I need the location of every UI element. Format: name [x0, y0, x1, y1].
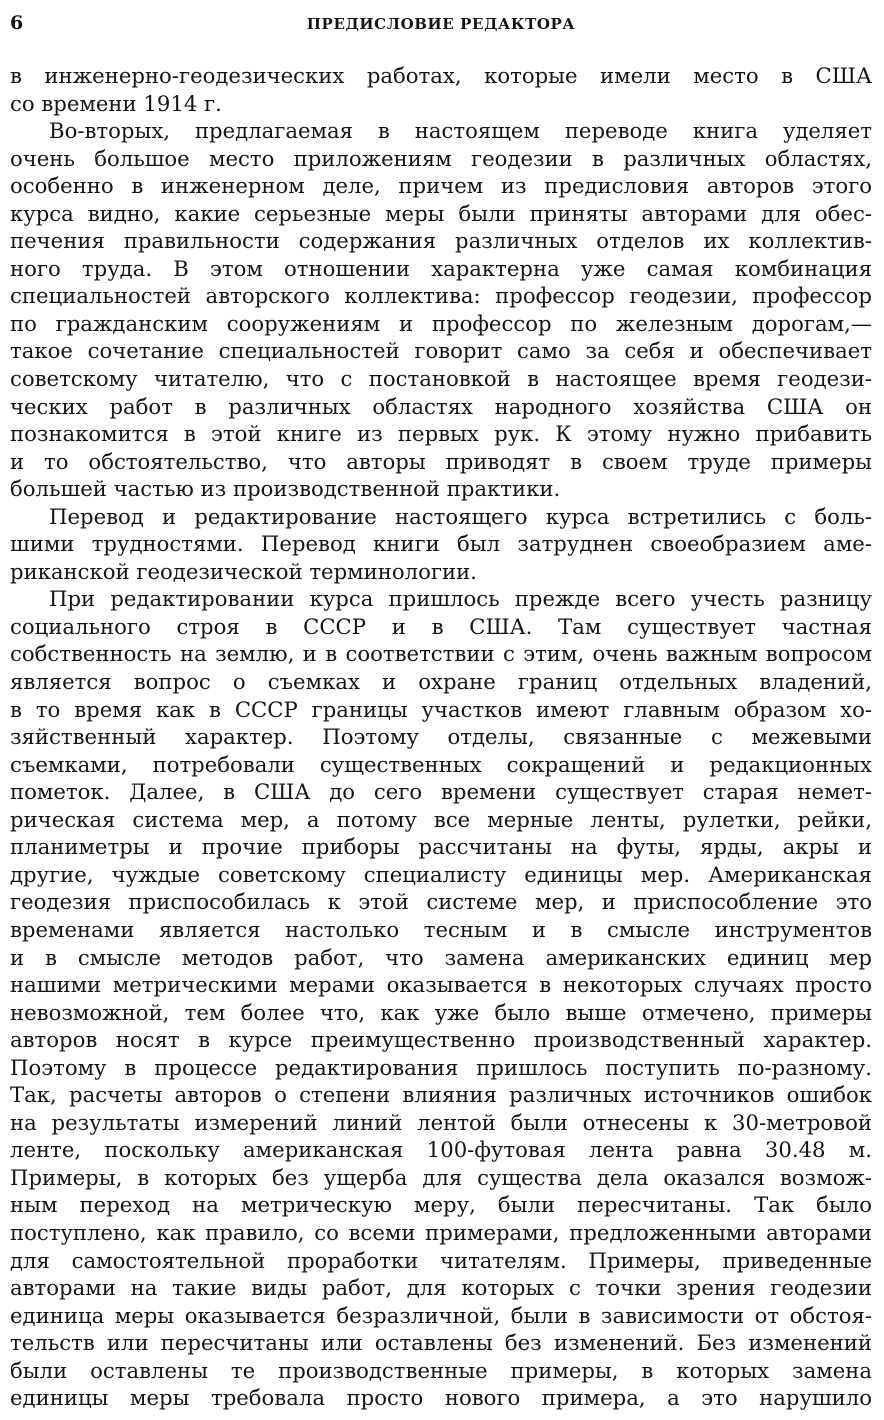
- text-line: курса видно, какие серьезные меры были приняты авторами для обес-: [10, 200, 872, 226]
- text-line: геодезия приспособилась к этой системе мер, и приспособление это: [10, 889, 872, 915]
- text-line: и то обстоятельство, что авторы приводят в своем труде примеры: [10, 448, 872, 474]
- text-line: нашими метрическими мерами оказывается в некоторых случаях просто: [10, 972, 872, 998]
- text-line: зяйственный характер. Поэтому отделы, связанные с межевыми: [10, 724, 872, 750]
- text-line: авторами на такие виды работ, для которых с точки зрения геодезии: [10, 1275, 872, 1301]
- text-line: другие, чуждые советскому специалисту единицы мер. Американская: [10, 861, 872, 887]
- text-line: были оставлены те производственные примеры, в которых замена: [10, 1357, 872, 1383]
- text-line: ческих работ в различных областях народного хозяйства США он: [10, 393, 872, 419]
- running-head: ПРЕДИСЛОВИЕ РЕДАКТОРА: [306, 15, 576, 33]
- text-line: съемками, потребовали существенных сокращений и редакционных: [10, 751, 872, 777]
- text-line: для самостоятельной проработки читателям. Примеры, приведенные: [10, 1247, 872, 1273]
- text-line: невозможной, тем более что, как уже было выше отмечено, примеры: [10, 999, 872, 1025]
- text-line: тельств или пересчитаны или оставлены без изменений. Без изменений: [10, 1330, 872, 1356]
- text-line: единицы меры требовала просто нового примера, а это нарушило: [10, 1385, 872, 1411]
- text-line: авторов носят в курсе преимущественно производственный характер.: [10, 1027, 872, 1053]
- text-line: познакомится в этой книге из первых рук. К этому нужно прибавить: [10, 421, 872, 447]
- document-page: [10, 4, 872, 1412]
- text-line: шими трудностями. Перевод книги был затруднен своеобразием аме-: [10, 531, 872, 557]
- text-line: риканской геодезической терминологии.: [10, 558, 477, 584]
- text-line: Примеры, в которых без ущерба для существа дела оказался возмож-: [10, 1164, 872, 1190]
- text-line: является вопрос о съемках и охране границ отдельных владений,: [10, 669, 872, 695]
- text-line: планиметры и прочие приборы рассчитаны на футы, ярды, акры и: [10, 834, 872, 860]
- text-line: При редактировании курса пришлось прежде всего учесть разницу: [49, 586, 872, 612]
- text-line: поступлено, как правило, со всеми примерами, предложенными авторами: [10, 1219, 872, 1245]
- text-line: со времени 1914 г.: [10, 90, 222, 116]
- body-text: [10, 62, 872, 1412]
- text-line: особенно в инженерном деле, причем из предисловия авторов этого: [10, 173, 872, 199]
- text-line: и в смысле методов работ, что замена американских единиц мер: [10, 944, 872, 970]
- page-number: 6: [10, 12, 24, 34]
- text-line: советскому читателю, что с постановкой в настоящее время геодези-: [10, 366, 872, 392]
- text-line: специальностей авторского коллектива: профессор геодезии, профессор: [10, 283, 872, 309]
- text-line: ленте, поскольку американская 100-футовая лента равна 30.48 м.: [10, 1137, 872, 1163]
- text-line: ного труда. В этом отношении характерна уже самая комбинация: [10, 255, 872, 281]
- text-line: собственность на землю, и в соответствии с этим, очень важным вопросом: [10, 641, 872, 667]
- text-line: рическая система мер, а потому все мерные ленты, рулетки, рейки,: [10, 806, 872, 832]
- text-line: социального строя в СССР и в США. Там существует частная: [10, 613, 872, 639]
- text-line: по гражданским сооружениям и профессор по железным дорогам,—: [10, 310, 872, 336]
- text-line: Так, расчеты авторов о степени влияния различных источников ошибок: [10, 1082, 872, 1108]
- page-header: [10, 4, 872, 42]
- text-line: в инженерно-геодезических работах, которые имели место в США: [10, 63, 872, 88]
- text-line: Поэтому в процессе редактирования пришлось поступить по-разному.: [10, 1054, 872, 1080]
- text-line: на результаты измерений линий лентой были отнесены к 30-метровой: [10, 1109, 872, 1135]
- text-line: ным переход на метрическую меру, были пересчитаны. Так было: [10, 1192, 872, 1218]
- text-line: большей частью из производственной практики.: [10, 476, 561, 502]
- text-line: Перевод и редактирование настоящего курса встретились с боль-: [49, 503, 872, 529]
- text-line: очень большое место приложениям геодезии в различных областях,: [10, 145, 872, 171]
- text-line: такое сочетание специальностей говорит само за себя и обеспечивает: [10, 338, 872, 364]
- text-line: единица меры оказывается безразличной, были в зависимости от обстоя-: [10, 1302, 872, 1328]
- text-line: Во-вторых, предлагаемая в настоящем переводе книга уделяет: [49, 118, 872, 144]
- text-line: пометок. Далее, в США до сего времени существует старая немет-: [10, 779, 872, 805]
- text-line: печения правильности содержания различных отделов их коллектив-: [10, 228, 872, 254]
- text-line: временами является настолько тесным и в смысле инструментов: [10, 916, 872, 942]
- text-line: в то время как в СССР границы участков имеют главным образом хо-: [10, 696, 872, 722]
